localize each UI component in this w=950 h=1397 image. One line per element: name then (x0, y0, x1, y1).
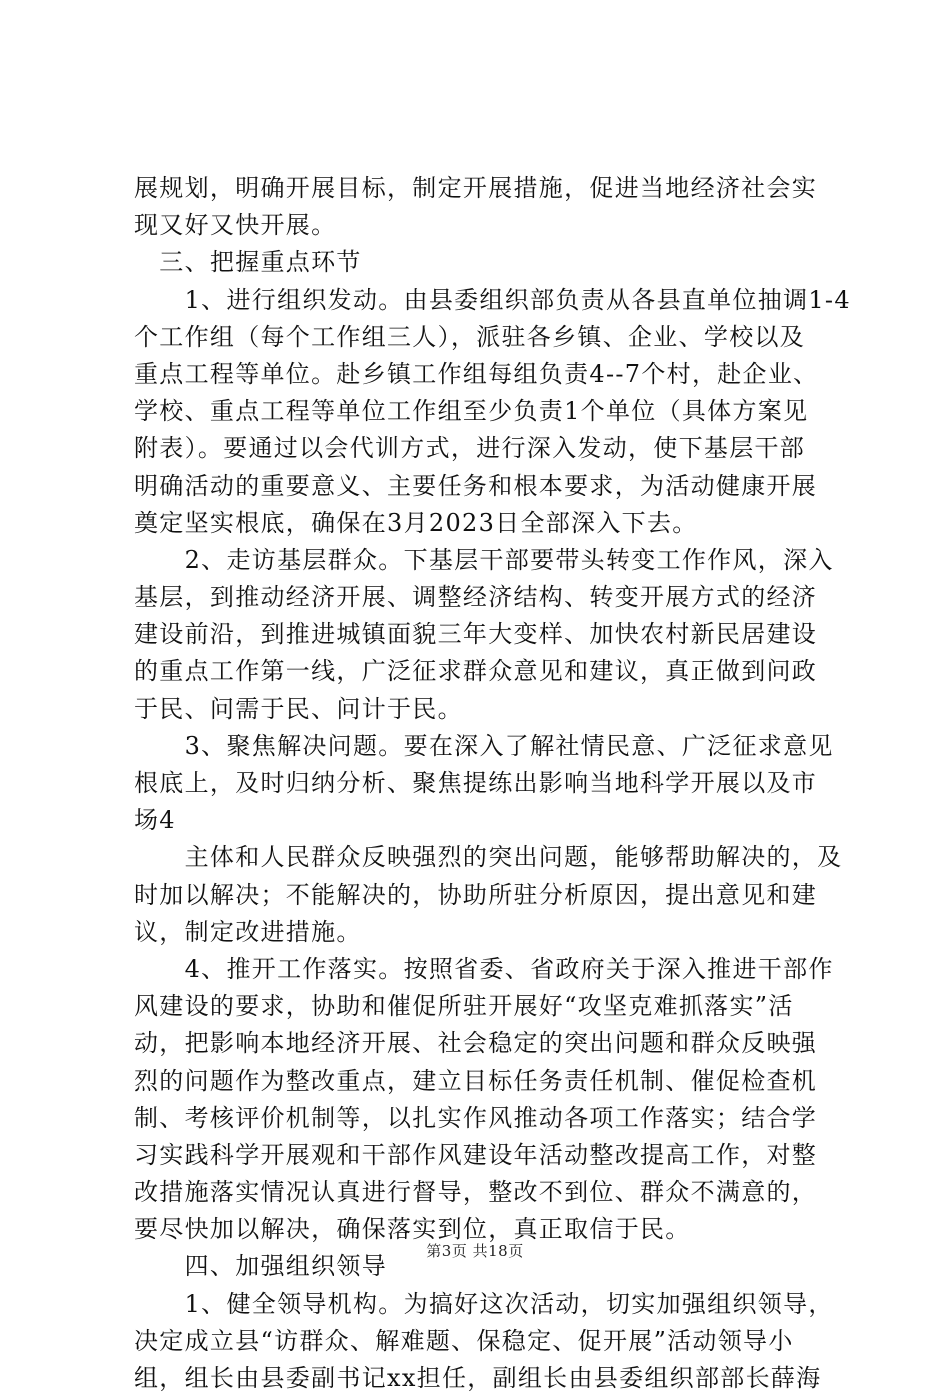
text-line: 的重点工作第一线，广泛征求群众意见和建议，真正做到问政 (134, 657, 818, 686)
text-line: 主体和人民群众反映强烈的突出问题，能够帮助解决的，及 (134, 843, 843, 872)
text-line: 场4 (134, 806, 176, 835)
text-line: 烈的问题作为整改重点，建立目标任务责任机制、催促检查机 (134, 1066, 818, 1095)
text-line: 附表）。要通过以会代训方式，进行深入发动，使下基层干部 (134, 434, 806, 463)
text-line: 风建设的要求，协助和催促所驻开展好“攻坚克难抓落实”活 (134, 992, 794, 1021)
text-line: 动，把影响本地经济开展、社会稳定的突出问题和群众反映强 (134, 1029, 818, 1058)
text-line: 展规划，明确开展目标，制定开展措施，促进当地经济社会实 (134, 174, 818, 202)
text-line: 个工作组（每个工作组三人），派驻各乡镇、企业、学校以及 (134, 322, 806, 351)
text-line: 决定成立县“访群众、解难题、保稳定、促开展”活动领导小 (134, 1326, 794, 1355)
document-body (134, 170, 851, 1397)
text-line: 制、考核评价机制等，以扎实作风推动各项工作落实；结合学 (134, 1103, 818, 1132)
text-line: 组，组长由县委副书记xx担任，副组长由县委组织部部长薛海 (134, 1364, 822, 1392)
section-heading: 三、把握重点环节 (134, 248, 362, 277)
text-line: 奠定坚实根底，确保在3月2023日全部深入下去。 (134, 508, 698, 537)
section-heading: 四、加强组织领导 (134, 1252, 387, 1281)
text-line: 于民、问需于民、问计于民。 (134, 694, 463, 723)
text-line: 2、走访基层群众。下基层干部要带头转变工作作风，深入 (134, 545, 834, 574)
text-line: 改措施落实情况认真进行督导，整改不到位、群众不满意的， (134, 1178, 818, 1207)
text-line: 学校、重点工程等单位工作组至少负责1个单位（具体方案见 (134, 397, 809, 426)
text-line: 明确活动的重要意义、主要任务和根本要求，为活动健康开展 (134, 471, 818, 500)
text-line: 现又好又快开展。 (134, 211, 337, 240)
text-line: 基层，到推动经济开展、调整经济结构、转变开展方式的经济 (134, 583, 818, 612)
text-line: 时加以解决；不能解决的，协助所驻分析原因，提出意见和建 (134, 880, 818, 909)
text-line: 建设前沿，到推进城镇面貌三年大变样、加快农村新民居建设 (134, 620, 818, 649)
page-number-footer: 第3页 共18页 (426, 1242, 524, 1260)
text-line: 1、健全领导机构。为搞好这次活动，切实加强组织领导， (134, 1289, 834, 1318)
text-line: 习实践科学开展观和干部作风建设年活动整改提高工作，对整 (134, 1140, 818, 1169)
text-line: 重点工程等单位。赴乡镇工作组每组负责4--7个村，赴企业、 (134, 359, 819, 388)
text-line: 1、进行组织发动。由县委组织部负责从各县直单位抽调1-4 (134, 285, 851, 314)
text-line: 要尽快加以解决，确保落实到位，真正取信于民。 (134, 1215, 691, 1244)
text-line: 4、推开工作落实。按照省委、省政府关于深入推进干部作 (134, 954, 834, 983)
text-line: 议，制定改进措施。 (134, 917, 362, 946)
text-line: 3、聚焦解决问题。要在深入了解社情民意、广泛征求意见 (134, 731, 834, 760)
text-line: 根底上，及时归纳分析、聚焦提练出影响当地科学开展以及市 (134, 769, 818, 797)
